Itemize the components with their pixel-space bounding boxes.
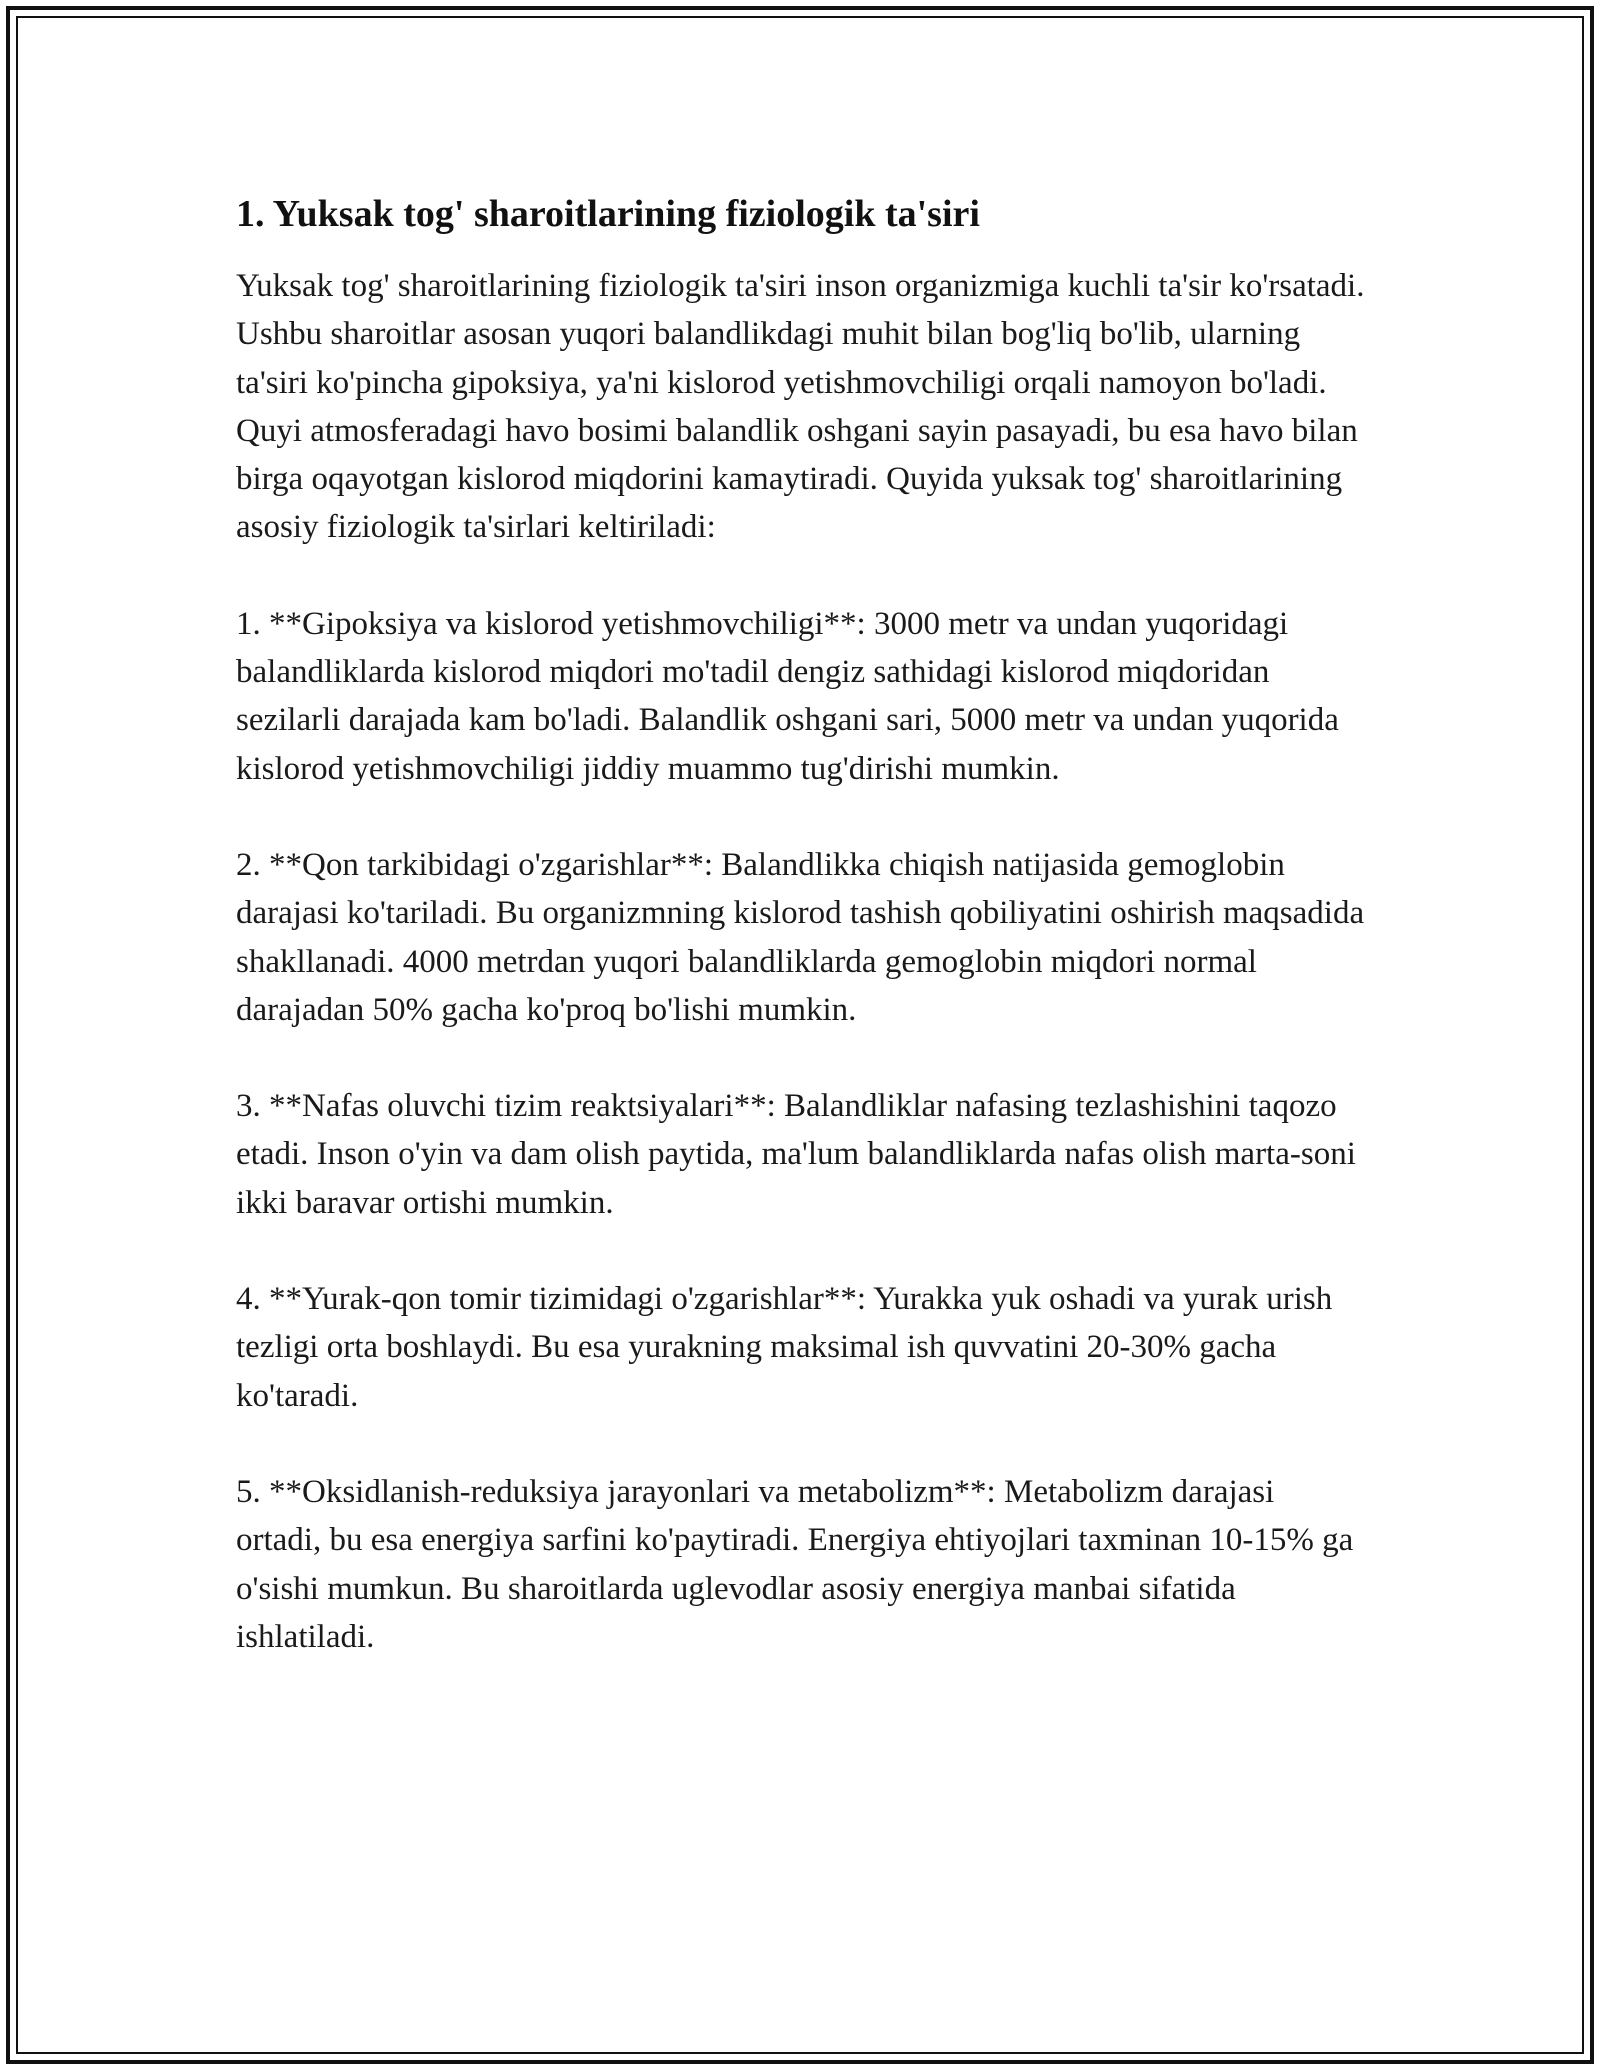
section-title: 1. Yuksak tog' sharoitlarining fiziologik ta'siri bbox=[236, 193, 980, 235]
list-item-metabolism: 5. **Oksidlanish-reduksiya jarayonlari va metabolizm**: Metabolizm darajasi ortadi, bu esa energiya sarfini ko'paytiradi. Energiya ehtiyojlari taxminan 10-15% ga o'sishi mumkun. Bu sharoitlarda uglevodlar asosiy energiya manbai sifatida ishlatiladi. bbox=[236, 1473, 1354, 1655]
list-item-cardiovascular: 4. **Yurak-qon tomir tizimidagi o'zgarishlar**: Yurakka yuk oshadi va yurak urish tezligi orta boshlaydi. Bu esa yurakning maksimal ish quvvatini 20-30% gacha ko'taradi. bbox=[236, 1281, 1333, 1414]
list-item-respiratory: 3. **Nafas oluvchi tizim reaktsiyalari**: Balandliklar nafasing tezlashishini taqozo etadi. Inson o'yin va dam olish paytida, ma'lum balandliklarda nafas olish marta-soni ikki baravar ortishi mumkin. bbox=[236, 1088, 1356, 1221]
document-body bbox=[236, 186, 1366, 1709]
intro-paragraph: Yuksak tog' sharoitlarining fiziologik ta'siri inson organizmiga kuchli ta'sir ko'rsatadi. Ushbu sharoitlar asosan yuqori balandlikdagi muhit bilan bog'liq bo'lib, ularning ta'siri ko'pincha gipoksiya, ya'ni kislorod yetishmovchiligi orqali namoyon bo'ladi. Quyi atmosferadagi havo bosimi balandlik oshgani sayin pasayadi, bu esa havo bilan birga oqayotgan kislorod miqdorini kamaytiradi. Quyida yuksak tog' sharoitlarining asosiy fiziologik ta'sirlari keltiriladi: bbox=[236, 268, 1365, 546]
list-item-blood-changes: 2. **Qon tarkibidagi o'zgarishlar**: Balandlikka chiqish natijasida gemoglobin darajasi ko'tariladi. Bu organizmning kislorod tashish qobiliyatini oshirish maqsadida shakllanadi. 4000 metrdan yuqori balandliklarda gemoglobin miqdori normal darajadan 50% gacha ko'proq bo'lishi mumkin. bbox=[236, 846, 1365, 1028]
list-item-hypoxia: 1. **Gipoksiya va kislorod yetishmovchiligi**: 3000 metr va undan yuqoridagi balandliklarda kislorod miqdori mo'tadil dengiz sathidagi kislorod miqdoridan sezilarli darajada kam bo'ladi. Balandlik oshgani sari, 5000 metr va undan yuqorida kislorod yetishmovchiligi jiddiy muammo tug'dirishi mumkin. bbox=[236, 605, 1339, 787]
